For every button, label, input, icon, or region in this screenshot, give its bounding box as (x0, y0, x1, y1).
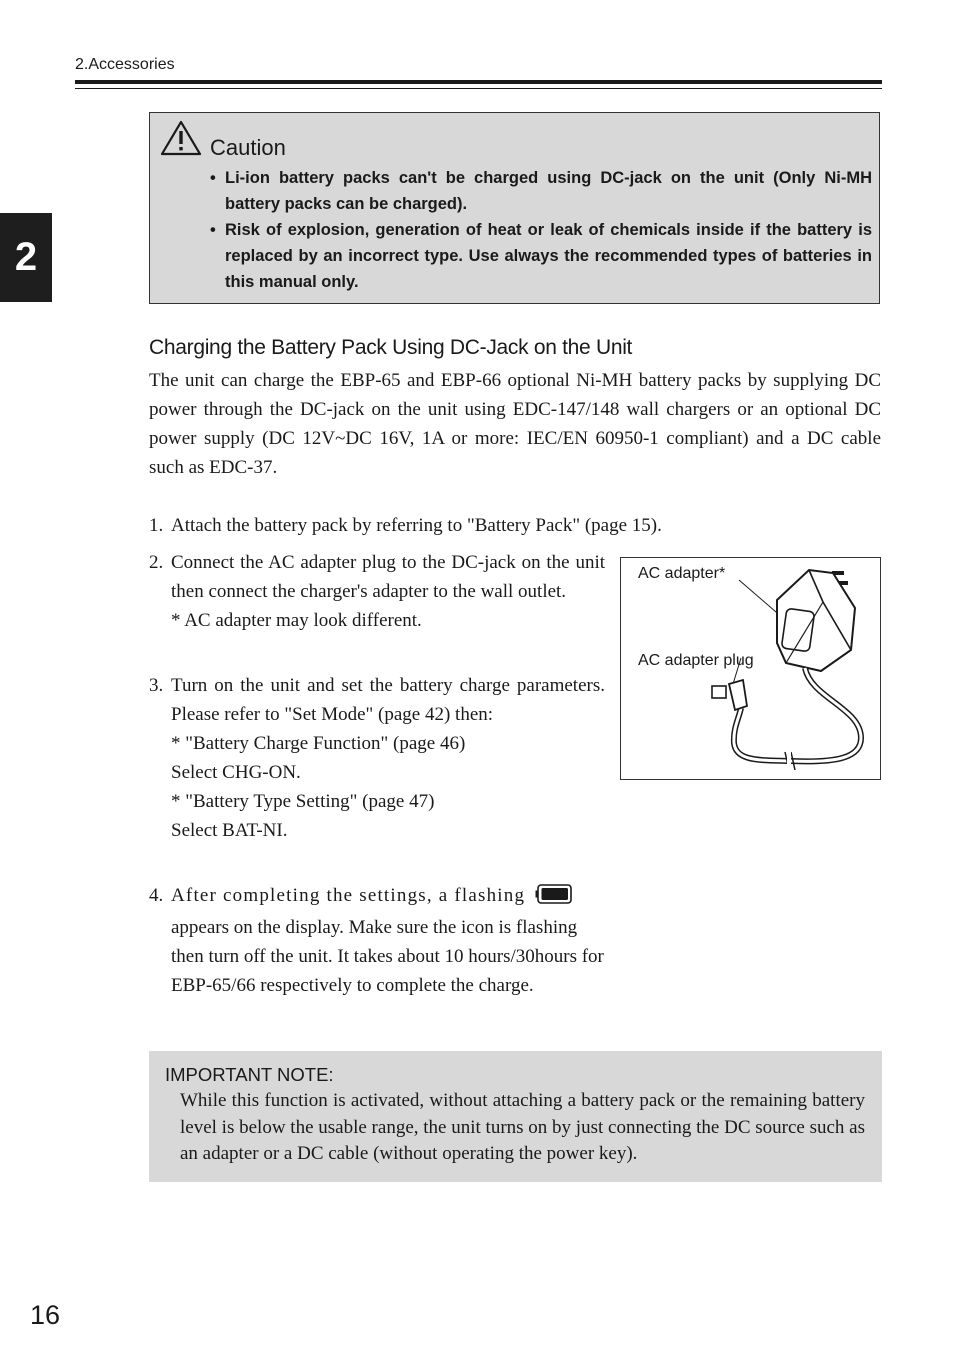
caution-list (210, 165, 872, 295)
ac-adapter-plug-label: AC adapter plug (638, 652, 754, 669)
step-note: * "Battery Type Setting" (page 47) (171, 791, 435, 812)
battery-icon (535, 884, 573, 913)
step-note: * "Battery Charge Function" (page 46) (171, 733, 466, 754)
step-number: 4. (149, 885, 164, 906)
chapter-tab: 2 (0, 213, 52, 302)
step-text (171, 881, 605, 1000)
step-text-after-icon: appears on the display. Make sure the icon is flashing then turn off the unit. It takes about 10 hours/30hours for EBP-65/66 respectively to complete the charge. (171, 917, 604, 996)
ac-adapter-figure (620, 557, 881, 780)
ac-adapter-label: AC adapter* (638, 565, 726, 582)
step-number: 2. (149, 552, 164, 573)
warning-triangle-icon (160, 119, 202, 162)
step-text: Connect the AC adapter plug to the DC-jack on the unit then connect the charger's adapter to the wall outlet. (171, 552, 605, 602)
intro-paragraph: The unit can charge the EBP-65 and EBP-66 optional Ni-MH battery packs by supplying DC power through the DC-jack on the unit using EDC-147/148 wall chargers or an optional DC power supply (DC 12V~DC 16V, 1A or more: IEC/EN 60950-1 compliant) and a DC cable such as EDC-37. (149, 370, 881, 478)
step-note: * AC adapter may look different. (171, 610, 422, 631)
step-2 (149, 548, 605, 635)
important-note-box (149, 1051, 882, 1182)
step-note: Select CHG-ON. (171, 762, 301, 783)
step-note: Select BAT-NI. (171, 820, 288, 841)
step-text-before-icon: After completing the settings, a flashing (171, 885, 526, 906)
caution-item: • Li-ion battery packs can't be charged using DC-jack on the unit (Only Ni-MH battery packs can be charged). (210, 165, 872, 217)
header-rule-thin (75, 88, 882, 89)
section-label: 2.Accessories (75, 56, 175, 73)
caution-title: Caution (210, 135, 286, 160)
note-title: IMPORTANT NOTE: (165, 1064, 334, 1085)
step-number: 3. (149, 675, 164, 696)
caution-box (149, 112, 880, 304)
section-heading: Charging the Battery Pack Using DC-Jack on the Unit (149, 336, 633, 359)
header-rule (75, 80, 882, 84)
step-text: Attach the battery pack by referring to "Battery Pack" (page 15). (171, 515, 662, 536)
note-text: While this function is activated, without attaching a battery pack or the remaining battery level is below the usable range, the unit turns on by just connecting the DC source such as an adapter or a DC cable (without operating the power key). (180, 1090, 865, 1164)
step-text: Turn on the unit and set the battery charge parameters. Please refer to "Set Mode" (page 42) then: (171, 675, 605, 725)
page-number: 16 (30, 1300, 61, 1330)
step-1 (149, 511, 889, 540)
caution-item: • Risk of explosion, generation of heat or leak of chemicals inside if the battery is replaced by an incorrect type. Use always the recommended types of batteries in this manual only. (210, 217, 872, 295)
step-number: 1. (149, 515, 164, 536)
step-4 (149, 881, 605, 1000)
step-3 (149, 671, 605, 845)
